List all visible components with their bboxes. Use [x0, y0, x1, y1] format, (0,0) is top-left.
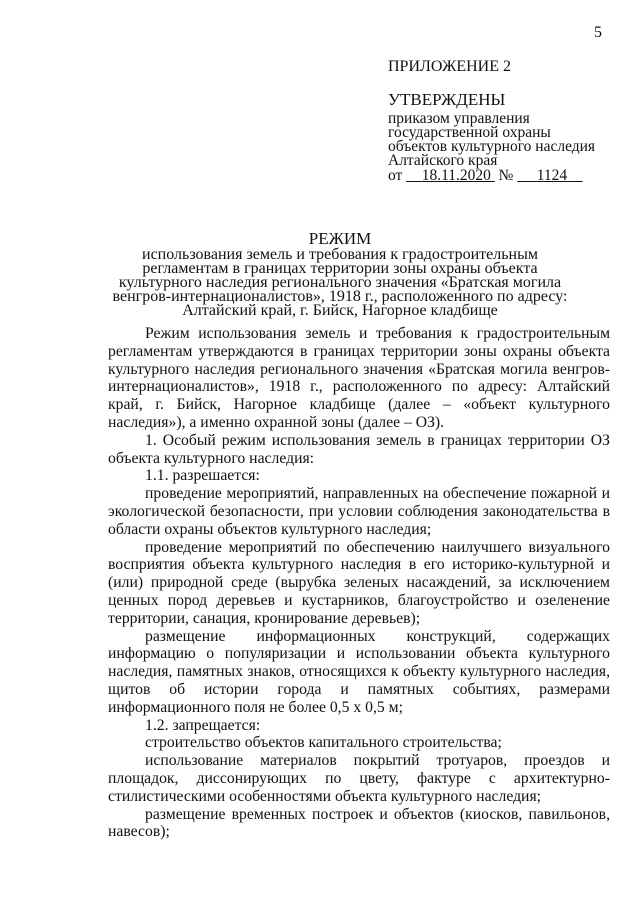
- paragraph: Режим использования земель и требования к градостроительным регламентам утверждаются в границах территории зоны охраны объекта культурного наследия регионального значения «Братская могила венгров-интернационалистов», 1918 г., расположенного по адресу: Алтайский край, г. Бийск, Нагорное кладбище (далее – «объект культурного наследия»), а именно охранной зоны (далее – ОЗ).: [108, 325, 610, 431]
- paragraph: размещение временных построек и объектов (киосков, павильонов, навесов);: [108, 805, 610, 841]
- subtitle-line: культурного наследия регионального значения «Братская могила: [118, 274, 562, 291]
- paragraph: размещение информационных конструкций, содержащих информацию о популяризации и использовании объекта культурного наследия, памятных знаков, относящихся к объекту культурного наследия, щитов об истории города и памятных событиях, размерами информационного поля не более 0,5 х 0,5 м;: [108, 627, 610, 716]
- paragraph: строительство объектов капитального строительства;: [145, 734, 502, 752]
- approval-date-line: [388, 169, 618, 183]
- approval-heading: УТВЕРЖДЕНЫ: [388, 90, 506, 109]
- paragraph: 1.1. разрешается:: [145, 467, 260, 485]
- subtitle-line: использования земель и требования к градостроительным: [142, 246, 538, 263]
- approval-date: 18.11.2020: [421, 167, 491, 184]
- paragraph: 1. Особый режим использования земель в границах территории ОЗ объекта культурного наследия:: [108, 431, 610, 467]
- paragraph: 1.2. запрещается:: [145, 716, 261, 734]
- approval-block: [388, 92, 618, 183]
- approval-number: 1124: [536, 167, 568, 184]
- date-prefix: от: [388, 167, 403, 184]
- number-sign: №: [498, 167, 514, 184]
- subtitle-line: регламентам в границах территории зоны охраны объекта: [142, 260, 538, 277]
- page-number: 5: [594, 24, 602, 41]
- appendix-heading: ПРИЛОЖЕНИЕ 2: [388, 58, 512, 75]
- document-body: [108, 325, 610, 841]
- subtitle-line: венгров-интернационалистов», 1918 г., расположенного по адресу:: [112, 288, 568, 305]
- approval-line: приказом управления: [388, 110, 530, 127]
- approval-line: Алтайского края: [388, 152, 498, 169]
- document-title: РЕЖИМ: [308, 229, 372, 248]
- subtitle-line: Алтайский край, г. Бийск, Нагорное кладбище: [182, 302, 498, 319]
- paragraph: проведение мероприятий по обеспечению наилучшего визуального восприятия объекта культурного наследия в его историко-культурной и (или) природной среде (вырубка зеленых насаждений, за исключением ценных пород деревьев и кустарников, благоустройство и озеленение территории, санация, кронирование деревьев);: [108, 538, 610, 627]
- approval-line: объектов культурного наследия: [388, 138, 596, 155]
- paragraph: использование материалов покрытий тротуаров, проездов и площадок, диссонирующих по цвету, фактуре с архитектурно-стилистическими особенностями объекта культурного наследия;: [108, 752, 610, 805]
- approval-line: государственной охраны: [388, 124, 551, 141]
- paragraph: проведение мероприятий, направленных на обеспечение пожарной и экологической безопасности, при условии соблюдения законодательства в области охраны объектов культурного наследия;: [108, 485, 610, 538]
- document-title-block: [90, 229, 590, 319]
